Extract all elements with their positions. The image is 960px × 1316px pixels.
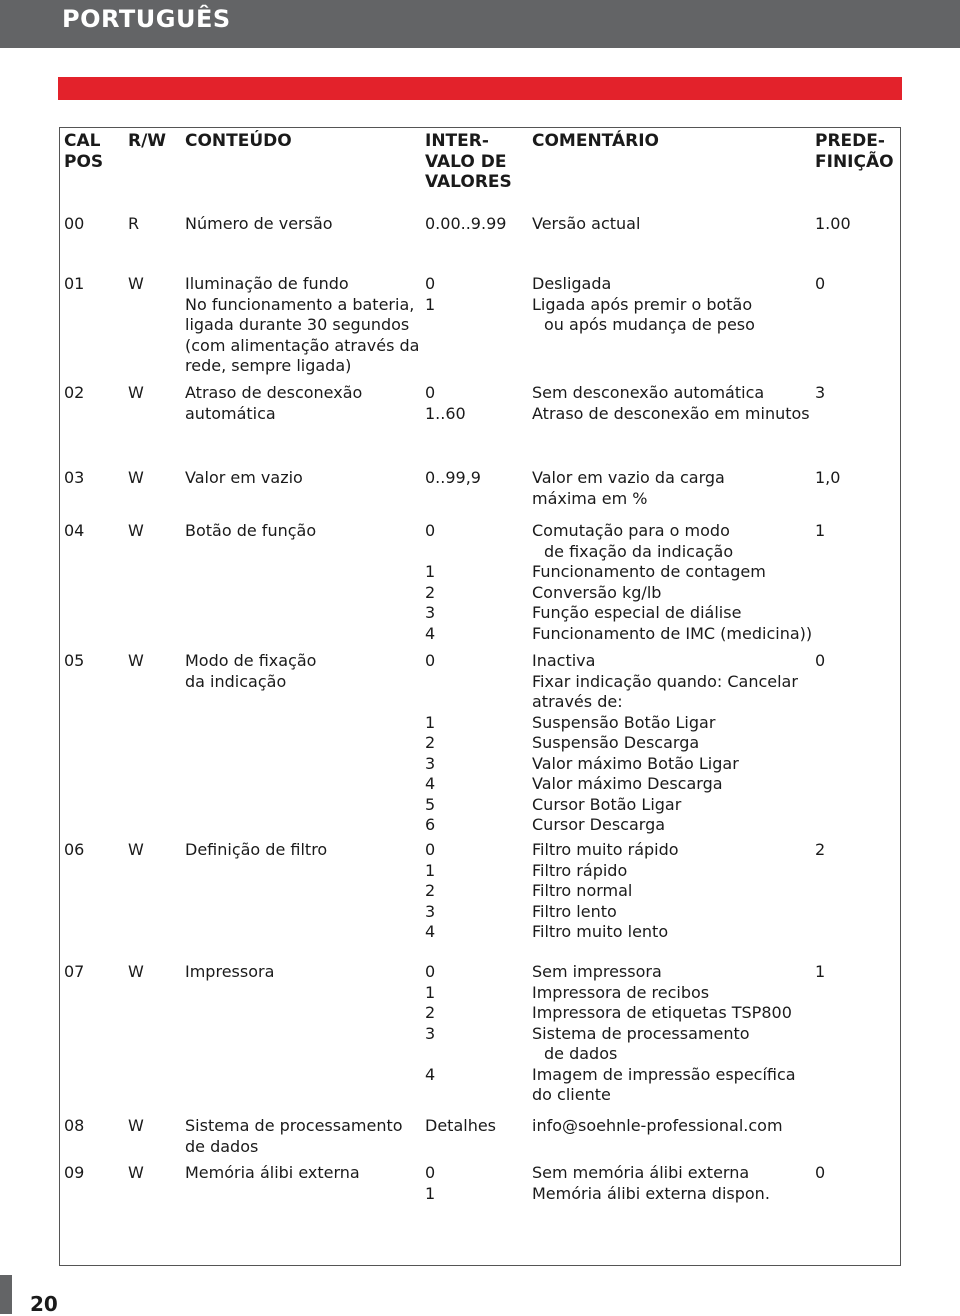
cell-default: 0	[815, 274, 826, 293]
cell-interval-line	[425, 1044, 435, 1065]
cell-content-line: Definição de filtro	[185, 840, 328, 859]
cell-comment	[532, 840, 679, 943]
cell-interval-line: 1	[425, 1183, 436, 1203]
cell-comment-line: Valor em vazio da carga	[532, 468, 725, 487]
cell-comment-line: Cursor Descarga	[532, 815, 666, 834]
red-accent-bar	[58, 77, 902, 100]
cell-rw: W	[128, 383, 144, 402]
cell-comment-line: Funcionamento de contagem	[532, 562, 766, 581]
cell-interval-line: 3	[425, 1023, 436, 1043]
cell-content-line: da indicação	[185, 671, 287, 691]
cell-interval	[425, 214, 506, 235]
cell-interval	[425, 962, 435, 1085]
cell-content-line: Modo de fixação	[185, 651, 317, 670]
cell-interval-line: 1	[425, 860, 436, 880]
cell-interval-line: 2	[425, 733, 436, 752]
cell-comment-line: através de:	[532, 692, 623, 711]
cell-comment-line: Filtro lento	[532, 901, 617, 921]
cell-interval	[425, 274, 435, 315]
cell-content	[185, 1116, 403, 1157]
cell-content-line: Atraso de desconexão	[185, 383, 363, 402]
cell-comment-line: do cliente	[532, 1085, 611, 1104]
cell-pos: 05	[64, 651, 85, 670]
header-default-line: PREDE-	[815, 131, 885, 151]
header-cal-pos	[64, 131, 103, 172]
cell-comment-line: máxima em %	[532, 488, 648, 508]
cell-interval-line: 0	[425, 1163, 436, 1182]
cell-interval-line: 3	[425, 901, 436, 921]
header-default-line: FINIÇÃO	[815, 151, 894, 172]
cell-content	[185, 521, 316, 542]
cell-comment-line: Inactiva	[532, 651, 596, 670]
header-pos-line: POS	[64, 151, 104, 172]
cell-comment-line: Memória álibi externa dispon.	[532, 1183, 770, 1203]
cell-content-line: Iluminação de fundo	[185, 274, 349, 293]
cell-interval-line: 4	[425, 1064, 436, 1084]
cell-pos: 06	[64, 840, 85, 859]
cell-interval-line: 0	[425, 651, 436, 670]
cell-content-line: rede, sempre ligada)	[185, 356, 352, 375]
cell-interval-line	[425, 542, 435, 563]
cell-interval	[425, 521, 435, 644]
cell-content	[185, 840, 327, 861]
cell-rw: W	[128, 1163, 144, 1182]
cell-comment-line: Impressora de etiquetas TSP800	[532, 1003, 792, 1022]
header-interval-line: VALO DE	[425, 151, 507, 172]
cell-content-line: Sistema de processamento	[185, 1116, 403, 1135]
cell-rw: W	[128, 651, 144, 670]
cell-interval-line: 0	[425, 840, 436, 859]
cell-interval-line: 0.00..9.99	[425, 214, 507, 233]
header-interval	[425, 131, 512, 193]
cell-interval	[425, 840, 435, 943]
cell-default: 0	[815, 651, 826, 670]
cell-content	[185, 468, 303, 489]
cell-interval-line: 2	[425, 582, 436, 602]
cell-content-line: Impressora	[185, 962, 275, 981]
cell-comment-line: Imagem de impressão específica	[532, 1064, 796, 1084]
cell-comment	[532, 521, 812, 644]
header-default	[815, 131, 894, 172]
cell-pos: 08	[64, 1116, 85, 1135]
cell-default: 1	[815, 521, 826, 540]
cell-comment-line: Versão actual	[532, 214, 641, 233]
cell-comment-line: Cursor Botão Ligar	[532, 794, 682, 814]
cell-interval-line: 4	[425, 623, 436, 643]
cell-comment	[532, 214, 640, 235]
cell-content-line: (com alimentação através da	[185, 335, 420, 355]
cell-comment	[532, 962, 796, 1106]
cell-comment-line: Valor máximo Descarga	[532, 774, 723, 793]
cell-pos: 09	[64, 1163, 85, 1182]
cell-interval-line	[425, 672, 435, 693]
cell-content	[185, 383, 362, 424]
cell-comment-line: Ligada após premir o botão	[532, 294, 753, 314]
cell-interval	[425, 383, 466, 424]
cell-comment	[532, 274, 755, 336]
cell-content-line: Valor em vazio	[185, 468, 303, 487]
cell-interval-line: 1	[425, 712, 436, 732]
cell-rw: W	[128, 468, 144, 487]
cell-interval-line: 4	[425, 774, 436, 793]
cell-interval-line: 5	[425, 794, 436, 814]
cell-content	[185, 962, 274, 983]
cell-comment-line: Função especial de diálise	[532, 603, 742, 622]
cell-interval-line: 0	[425, 383, 436, 402]
cell-interval-line: 2	[425, 881, 436, 900]
cell-rw: W	[128, 962, 144, 981]
cell-comment-line: Filtro normal	[532, 881, 633, 900]
cell-pos: 07	[64, 962, 85, 981]
cell-pos: 04	[64, 521, 85, 540]
cell-default: 1.00	[815, 214, 851, 233]
cell-comment-line: Sistema de processamento	[532, 1023, 750, 1043]
cell-content-line: automática	[185, 403, 276, 423]
cell-rw: R	[128, 214, 140, 233]
cell-default: 1	[815, 962, 826, 981]
cell-comment	[532, 651, 798, 836]
cell-interval-line: Detalhes	[425, 1116, 497, 1135]
cell-content-line: Botão de função	[185, 521, 317, 540]
cell-default: 3	[815, 383, 826, 402]
cell-content-line: ligada durante 30 segundos	[185, 315, 410, 334]
cell-interval-line: 2	[425, 1003, 436, 1022]
cell-rw: W	[128, 274, 144, 293]
cell-content-line: No funcionamento a bateria,	[185, 294, 415, 314]
header-cal-line: CAL	[64, 131, 101, 151]
cell-comment-line: Suspensão Botão Ligar	[532, 712, 716, 732]
cell-comment-line: Filtro muito lento	[532, 922, 669, 941]
cell-content	[185, 1163, 360, 1184]
cell-pos: 03	[64, 468, 85, 487]
cell-content-line: Memória álibi externa	[185, 1163, 360, 1182]
cell-interval-line: 0	[425, 274, 436, 293]
cell-comment-line: Conversão kg/lb	[532, 582, 662, 602]
cell-comment-line: Impressora de recibos	[532, 982, 710, 1002]
cell-interval	[425, 651, 435, 836]
cell-default: 1,0	[815, 468, 841, 487]
cell-interval	[425, 1163, 435, 1204]
cell-rw: W	[128, 840, 144, 859]
cell-default: 2	[815, 840, 826, 859]
cell-comment-line: de dados	[544, 1044, 618, 1063]
cell-rw: W	[128, 521, 144, 540]
language-title: PORTUGUÊS	[62, 5, 231, 33]
cell-interval-line: 4	[425, 922, 436, 941]
page-number: 20	[30, 1292, 58, 1316]
cell-comment-line: info@soehnle-professional.com	[532, 1116, 783, 1135]
cell-content	[185, 274, 419, 377]
cell-interval-line: 0	[425, 521, 436, 540]
page-edge-mark	[0, 1275, 12, 1314]
cell-interval	[425, 468, 481, 489]
cell-comment-line: Atraso de desconexão em minutos	[532, 403, 810, 423]
cell-comment-line: Sem desconexão automática	[532, 383, 765, 402]
header-content: CONTEÚDO	[185, 131, 292, 151]
cell-interval-line: 1..60	[425, 403, 466, 423]
cell-interval-line: 1	[425, 982, 436, 1002]
cell-interval-line: 3	[425, 603, 436, 622]
cell-comment-line: Valor máximo Botão Ligar	[532, 753, 739, 773]
cell-comment	[532, 468, 725, 509]
cell-comment-line: ou após mudança de peso	[544, 315, 755, 334]
cell-comment-line: Sem memória álibi externa	[532, 1163, 750, 1182]
cell-comment-line: Suspensão Descarga	[532, 733, 700, 752]
cell-interval-line: 1	[425, 562, 436, 581]
cell-comment-line: de fixação da indicação	[544, 541, 734, 561]
cell-comment-line: Comutação para o modo	[532, 521, 730, 540]
cell-comment-line: Filtro muito rápido	[532, 840, 679, 859]
cell-comment	[532, 1116, 783, 1137]
cell-comment-line: Sem impressora	[532, 962, 662, 981]
cell-rw: W	[128, 1116, 144, 1135]
cell-interval-line	[425, 692, 435, 713]
cell-pos: 02	[64, 383, 85, 402]
cell-interval-line: 1	[425, 294, 436, 314]
cell-content-line: Número de versão	[185, 214, 333, 233]
cell-content-line: de dados	[185, 1136, 259, 1156]
cell-comment-line: Desligada	[532, 274, 612, 293]
cell-pos: 00	[64, 214, 85, 233]
cell-comment-line: Filtro rápido	[532, 860, 628, 880]
cell-content	[185, 651, 316, 692]
cell-comment-line: Fixar indicação quando: Cancelar	[532, 671, 798, 691]
cell-comment-line: Funcionamento de IMC (medicina))	[532, 623, 813, 643]
page-header-bar	[0, 0, 960, 48]
cell-content	[185, 214, 333, 235]
header-comment: COMENTÁRIO	[532, 131, 659, 151]
cell-interval	[425, 1116, 496, 1137]
cell-interval-line: 6	[425, 815, 436, 834]
cell-comment	[532, 1163, 770, 1204]
cell-interval-line: 0	[425, 962, 436, 981]
header-rw: R/W	[128, 131, 167, 151]
cell-pos: 01	[64, 274, 85, 293]
cell-interval-line: 0..99,9	[425, 468, 481, 487]
cell-default: 0	[815, 1163, 826, 1182]
header-interval-line: VALORES	[425, 172, 512, 192]
cell-interval-line: 3	[425, 753, 436, 773]
header-interval-line: INTER-	[425, 131, 489, 151]
cell-comment	[532, 383, 810, 424]
